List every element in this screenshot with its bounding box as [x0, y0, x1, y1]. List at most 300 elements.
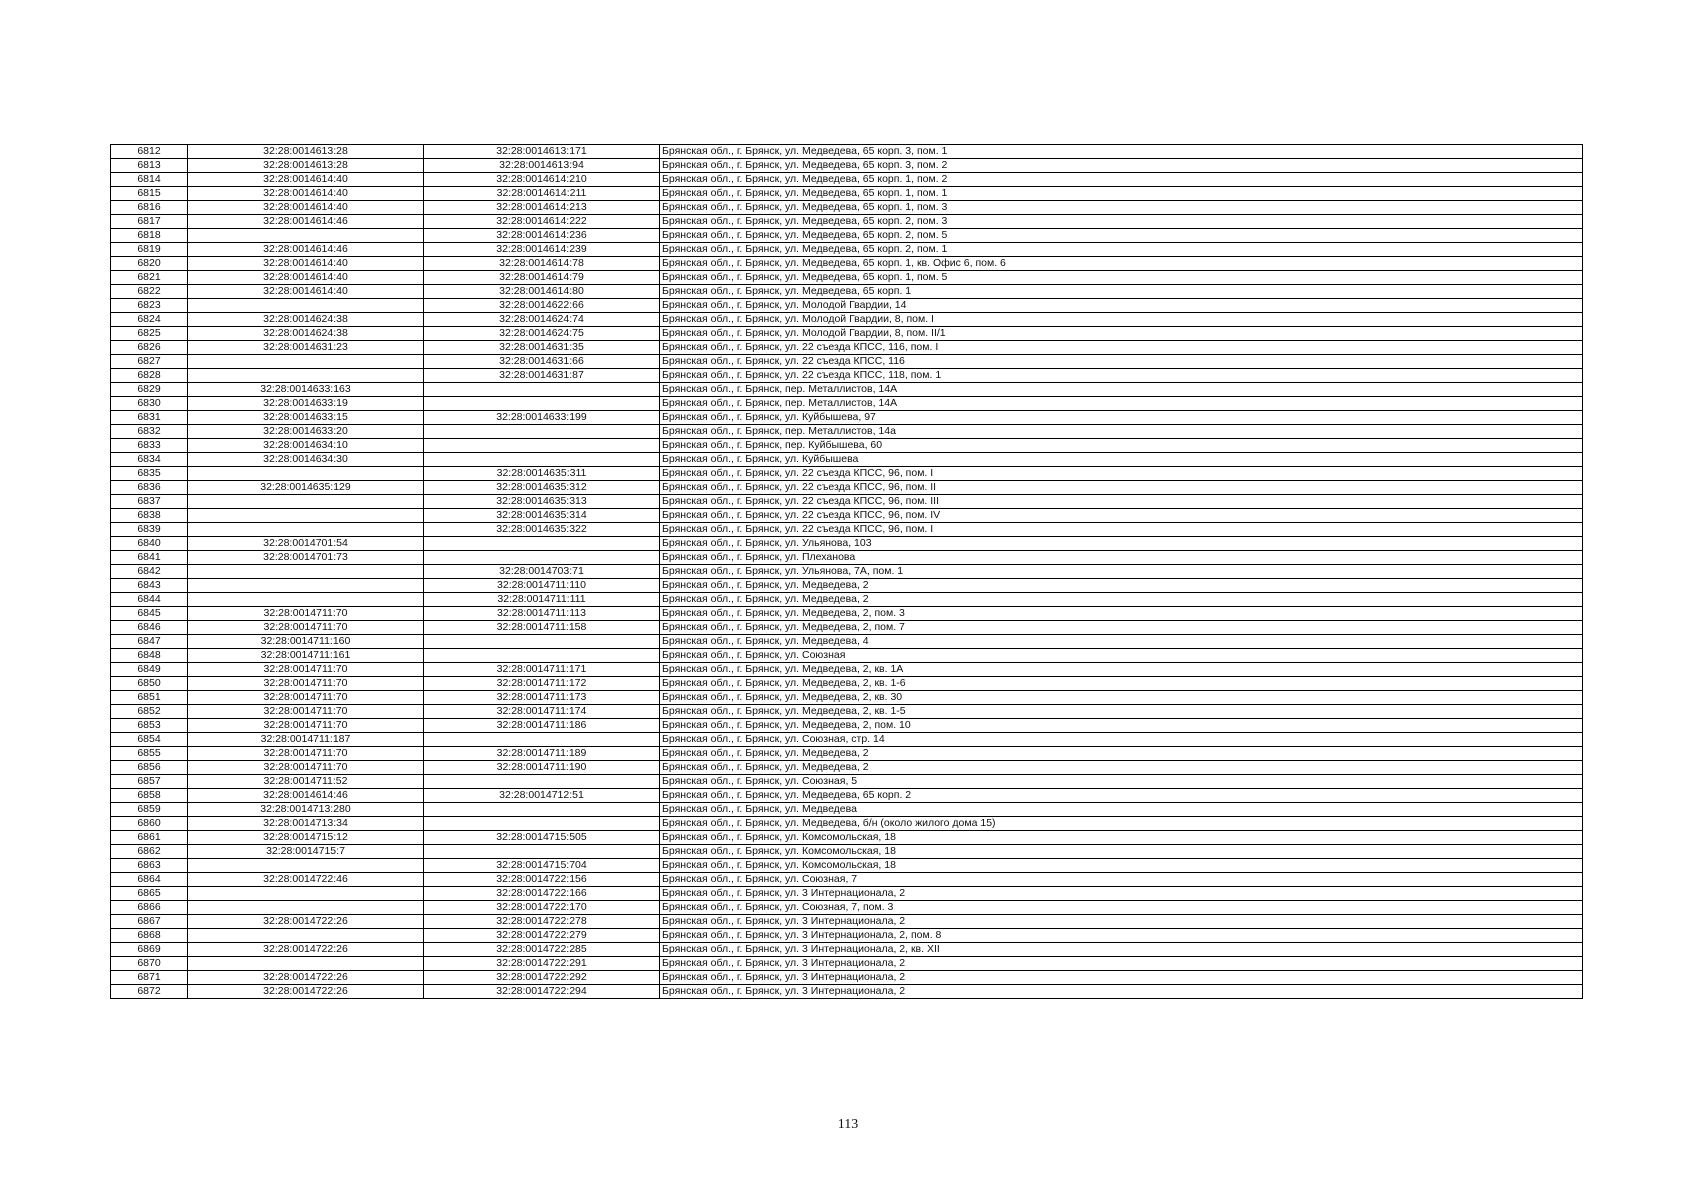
- table-row: [111, 719, 1583, 733]
- cadastral-building-cell: 32:28:0014633:163: [188, 383, 424, 397]
- address-cell: Брянская обл., г. Брянск, ул. 22 съезда КПСС, 96, пом. I: [660, 523, 1583, 537]
- page-number: 113: [837, 1117, 859, 1132]
- row-number-cell: 6863: [111, 859, 188, 873]
- cadastral-premise-cell: [424, 775, 660, 789]
- row-number-cell: 6866: [111, 901, 188, 915]
- cadastral-building-cell: 32:28:0014711:187: [188, 733, 424, 747]
- cadastral-building-cell: [188, 299, 424, 313]
- registry-table: [110, 144, 1583, 999]
- cadastral-premise-cell: [424, 537, 660, 551]
- cadastral-building-cell: 32:28:0014711:70: [188, 761, 424, 775]
- address-cell: Брянская обл., г. Брянск, ул. Медведева, 65 корп. 1, кв. Офис 6, пом. 6: [660, 257, 1583, 271]
- cadastral-building-cell: 32:28:0014633:19: [188, 397, 424, 411]
- cadastral-premise-cell: 32:28:0014722:166: [424, 887, 660, 901]
- row-number-cell: 6840: [111, 537, 188, 551]
- cadastral-premise-cell: 32:28:0014624:75: [424, 327, 660, 341]
- cadastral-building-cell: 32:28:0014614:46: [188, 243, 424, 257]
- address-cell: Брянская обл., г. Брянск, ул. Куйбышева: [660, 453, 1583, 467]
- table-row: [111, 383, 1583, 397]
- address-cell: Брянская обл., г. Брянск, ул. Союзная, 7, пом. 3: [660, 901, 1583, 915]
- cadastral-premise-cell: 32:28:0014614:78: [424, 257, 660, 271]
- cadastral-premise-cell: 32:28:0014711:186: [424, 719, 660, 733]
- address-cell: Брянская обл., г. Брянск, ул. Медведева, 65 корп. 1, пом. 5: [660, 271, 1583, 285]
- cadastral-premise-cell: [424, 439, 660, 453]
- cadastral-building-cell: 32:28:0014722:26: [188, 915, 424, 929]
- table-row: [111, 803, 1583, 817]
- row-number-cell: 6871: [111, 971, 188, 985]
- address-cell: Брянская обл., г. Брянск, ул. Медведева, 65 корп. 2: [660, 789, 1583, 803]
- table-row: [111, 607, 1583, 621]
- table-row: [111, 621, 1583, 635]
- row-number-cell: 6862: [111, 845, 188, 859]
- address-cell: Брянская обл., г. Брянск, ул. Медведева, 2, кв. 1-5: [660, 705, 1583, 719]
- address-cell: Брянская обл., г. Брянск, ул. Ульянова, 7А, пом. 1: [660, 565, 1583, 579]
- table-row: [111, 481, 1583, 495]
- address-cell: Брянская обл., г. Брянск, ул. 22 съезда КПСС, 96, пом. I: [660, 467, 1583, 481]
- cadastral-premise-cell: 32:28:0014715:704: [424, 859, 660, 873]
- table-row: [111, 943, 1583, 957]
- table-row: [111, 369, 1583, 383]
- cadastral-building-cell: 32:28:0014715:7: [188, 845, 424, 859]
- cadastral-building-cell: 32:28:0014614:40: [188, 201, 424, 215]
- table-row: [111, 579, 1583, 593]
- cadastral-building-cell: [188, 593, 424, 607]
- cadastral-building-cell: 32:28:0014624:38: [188, 313, 424, 327]
- address-cell: Брянская обл., г. Брянск, ул. 3 Интернационала, 2: [660, 915, 1583, 929]
- table-row: [111, 985, 1583, 999]
- row-number-cell: 6819: [111, 243, 188, 257]
- table-row: [111, 873, 1583, 887]
- cadastral-building-cell: [188, 957, 424, 971]
- row-number-cell: 6861: [111, 831, 188, 845]
- table-row: [111, 285, 1583, 299]
- address-cell: Брянская обл., г. Брянск, пер. Металлистов, 14А: [660, 397, 1583, 411]
- cadastral-building-cell: 32:28:0014633:20: [188, 425, 424, 439]
- table-row: [111, 495, 1583, 509]
- address-cell: Брянская обл., г. Брянск, ул. Комсомольская, 18: [660, 845, 1583, 859]
- cadastral-premise-cell: 32:28:0014715:505: [424, 831, 660, 845]
- row-number-cell: 6825: [111, 327, 188, 341]
- address-cell: Брянская обл., г. Брянск, ул. Медведева, 2: [660, 593, 1583, 607]
- address-cell: Брянская обл., г. Брянск, ул. 3 Интернационала, 2: [660, 971, 1583, 985]
- table-row: [111, 663, 1583, 677]
- cadastral-building-cell: 32:28:0014613:28: [188, 145, 424, 159]
- cadastral-building-cell: 32:28:0014711:70: [188, 719, 424, 733]
- address-cell: Брянская обл., г. Брянск, ул. Медведева, 65 корп. 1, пом. 3: [660, 201, 1583, 215]
- row-number-cell: 6812: [111, 145, 188, 159]
- row-number-cell: 6844: [111, 593, 188, 607]
- cadastral-premise-cell: 32:28:0014711:190: [424, 761, 660, 775]
- row-number-cell: 6849: [111, 663, 188, 677]
- row-number-cell: 6834: [111, 453, 188, 467]
- row-number-cell: 6815: [111, 187, 188, 201]
- address-cell: Брянская обл., г. Брянск, ул. Медведева, 65 корп. 3, пом. 2: [660, 159, 1583, 173]
- address-cell: Брянская обл., г. Брянск, ул. 3 Интернационала, 2, пом. 8: [660, 929, 1583, 943]
- cadastral-premise-cell: 32:28:0014703:71: [424, 565, 660, 579]
- cadastral-premise-cell: 32:28:0014624:74: [424, 313, 660, 327]
- row-number-cell: 6851: [111, 691, 188, 705]
- cadastral-building-cell: [188, 229, 424, 243]
- cadastral-premise-cell: 32:28:0014722:285: [424, 943, 660, 957]
- row-number-cell: 6865: [111, 887, 188, 901]
- cadastral-building-cell: [188, 495, 424, 509]
- row-number-cell: 6826: [111, 341, 188, 355]
- row-number-cell: 6814: [111, 173, 188, 187]
- cadastral-premise-cell: 32:28:0014722:278: [424, 915, 660, 929]
- table-row: [111, 201, 1583, 215]
- row-number-cell: 6864: [111, 873, 188, 887]
- address-cell: Брянская обл., г. Брянск, ул. 22 съезда КПСС, 96, пом. II: [660, 481, 1583, 495]
- cadastral-building-cell: 32:28:0014624:38: [188, 327, 424, 341]
- cadastral-premise-cell: 32:28:0014711:173: [424, 691, 660, 705]
- table-row: [111, 747, 1583, 761]
- address-cell: Брянская обл., г. Брянск, ул. Медведева, 65 корп. 2, пом. 3: [660, 215, 1583, 229]
- cadastral-premise-cell: 32:28:0014711:158: [424, 621, 660, 635]
- cadastral-building-cell: 32:28:0014614:46: [188, 789, 424, 803]
- table-row: [111, 271, 1583, 285]
- cadastral-premise-cell: [424, 817, 660, 831]
- row-number-cell: 6827: [111, 355, 188, 369]
- address-cell: Брянская обл., г. Брянск, ул. 3 Интернационала, 2: [660, 957, 1583, 971]
- row-number-cell: 6872: [111, 985, 188, 999]
- table-row: [111, 537, 1583, 551]
- cadastral-building-cell: [188, 859, 424, 873]
- cadastral-premise-cell: 32:28:0014631:35: [424, 341, 660, 355]
- table-row: [111, 327, 1583, 341]
- cadastral-premise-cell: [424, 649, 660, 663]
- address-cell: Брянская обл., г. Брянск, ул. Комсомольская, 18: [660, 859, 1583, 873]
- cadastral-building-cell: [188, 369, 424, 383]
- cadastral-building-cell: 32:28:0014711:70: [188, 747, 424, 761]
- address-cell: Брянская обл., г. Брянск, ул. 3 Интернационала, 2: [660, 887, 1583, 901]
- table-row: [111, 691, 1583, 705]
- row-number-cell: 6833: [111, 439, 188, 453]
- row-number-cell: 6821: [111, 271, 188, 285]
- cadastral-building-cell: 32:28:0014614:40: [188, 257, 424, 271]
- cadastral-building-cell: [188, 579, 424, 593]
- cadastral-premise-cell: [424, 733, 660, 747]
- cadastral-premise-cell: 32:28:0014613:94: [424, 159, 660, 173]
- table-row: [111, 243, 1583, 257]
- table-row: [111, 929, 1583, 943]
- cadastral-premise-cell: [424, 453, 660, 467]
- cadastral-building-cell: 32:28:0014711:70: [188, 705, 424, 719]
- cadastral-building-cell: 32:28:0014614:40: [188, 285, 424, 299]
- address-cell: Брянская обл., г. Брянск, ул. Куйбышева, 97: [660, 411, 1583, 425]
- cadastral-premise-cell: 32:28:0014613:171: [424, 145, 660, 159]
- cadastral-premise-cell: 32:28:0014712:51: [424, 789, 660, 803]
- address-cell: Брянская обл., г. Брянск, ул. Медведева, 2, пом. 3: [660, 607, 1583, 621]
- row-number-cell: 6868: [111, 929, 188, 943]
- cadastral-building-cell: 32:28:0014711:161: [188, 649, 424, 663]
- address-cell: Брянская обл., г. Брянск, пер. Металлистов, 14а: [660, 425, 1583, 439]
- cadastral-building-cell: 32:28:0014711:52: [188, 775, 424, 789]
- cadastral-building-cell: 32:28:0014614:46: [188, 215, 424, 229]
- table-row: [111, 733, 1583, 747]
- cadastral-building-cell: 32:28:0014711:70: [188, 691, 424, 705]
- row-number-cell: 6842: [111, 565, 188, 579]
- address-cell: Брянская обл., г. Брянск, ул. Медведева, 2, кв. 1-6: [660, 677, 1583, 691]
- row-number-cell: 6838: [111, 509, 188, 523]
- cadastral-building-cell: 32:28:0014634:30: [188, 453, 424, 467]
- cadastral-building-cell: 32:28:0014722:26: [188, 943, 424, 957]
- cadastral-building-cell: [188, 467, 424, 481]
- table-row: [111, 355, 1583, 369]
- address-cell: Брянская обл., г. Брянск, пер. Куйбышева, 60: [660, 439, 1583, 453]
- cadastral-building-cell: 32:28:0014614:40: [188, 173, 424, 187]
- address-cell: Брянская обл., г. Брянск, ул. Медведева, 2, пом. 10: [660, 719, 1583, 733]
- cadastral-premise-cell: 32:28:0014614:210: [424, 173, 660, 187]
- cadastral-building-cell: [188, 929, 424, 943]
- cadastral-premise-cell: [424, 635, 660, 649]
- row-number-cell: 6817: [111, 215, 188, 229]
- row-number-cell: 6870: [111, 957, 188, 971]
- cadastral-building-cell: 32:28:0014631:23: [188, 341, 424, 355]
- address-cell: Брянская обл., г. Брянск, пер. Металлистов, 14А: [660, 383, 1583, 397]
- cadastral-premise-cell: 32:28:0014711:111: [424, 593, 660, 607]
- row-number-cell: 6843: [111, 579, 188, 593]
- address-cell: Брянская обл., г. Брянск, ул. 3 Интернационала, 2, кв. XII: [660, 943, 1583, 957]
- table-row: [111, 845, 1583, 859]
- address-cell: Брянская обл., г. Брянск, ул. Молодой Гвардии, 8, пом. II/1: [660, 327, 1583, 341]
- address-cell: Брянская обл., г. Брянск, ул. Медведева, 65 корп. 2, пом. 5: [660, 229, 1583, 243]
- cadastral-building-cell: 32:28:0014711:70: [188, 677, 424, 691]
- address-cell: Брянская обл., г. Брянск, ул. 22 съезда КПСС, 96, пом. IV: [660, 509, 1583, 523]
- table-row: [111, 229, 1583, 243]
- cadastral-premise-cell: 32:28:0014722:156: [424, 873, 660, 887]
- cadastral-premise-cell: 32:28:0014635:311: [424, 467, 660, 481]
- cadastral-premise-cell: 32:28:0014614:236: [424, 229, 660, 243]
- row-number-cell: 6852: [111, 705, 188, 719]
- address-cell: Брянская обл., г. Брянск, ул. Союзная: [660, 649, 1583, 663]
- table-row: [111, 901, 1583, 915]
- cadastral-premise-cell: 32:28:0014722:292: [424, 971, 660, 985]
- cadastral-premise-cell: 32:28:0014633:199: [424, 411, 660, 425]
- table-row: [111, 257, 1583, 271]
- address-cell: Брянская обл., г. Брянск, ул. Медведева: [660, 803, 1583, 817]
- cadastral-premise-cell: 32:28:0014635:313: [424, 495, 660, 509]
- address-cell: Брянская обл., г. Брянск, ул. 22 съезда КПСС, 116, пом. I: [660, 341, 1583, 355]
- row-number-cell: 6859: [111, 803, 188, 817]
- cadastral-premise-cell: 32:28:0014635:322: [424, 523, 660, 537]
- row-number-cell: 6856: [111, 761, 188, 775]
- address-cell: Брянская обл., г. Брянск, ул. 22 съезда КПСС, 118, пом. 1: [660, 369, 1583, 383]
- cadastral-premise-cell: 32:28:0014635:312: [424, 481, 660, 495]
- table-row: [111, 635, 1583, 649]
- row-number-cell: 6858: [111, 789, 188, 803]
- cadastral-premise-cell: 32:28:0014711:171: [424, 663, 660, 677]
- row-number-cell: 6854: [111, 733, 188, 747]
- cadastral-building-cell: [188, 355, 424, 369]
- table-row: [111, 593, 1583, 607]
- address-cell: Брянская обл., г. Брянск, ул. 3 Интернационала, 2: [660, 985, 1583, 999]
- table-row: [111, 649, 1583, 663]
- cadastral-building-cell: [188, 901, 424, 915]
- table-row: [111, 677, 1583, 691]
- cadastral-premise-cell: 32:28:0014631:66: [424, 355, 660, 369]
- table-row: [111, 173, 1583, 187]
- cadastral-building-cell: 32:28:0014711:160: [188, 635, 424, 649]
- address-cell: Брянская обл., г. Брянск, ул. Медведева, 2, пом. 7: [660, 621, 1583, 635]
- address-cell: Брянская обл., г. Брянск, ул. Медведева, 2: [660, 747, 1583, 761]
- address-cell: Брянская обл., г. Брянск, ул. Медведева, 65 корп. 1: [660, 285, 1583, 299]
- table-row: [111, 453, 1583, 467]
- address-cell: Брянская обл., г. Брянск, ул. Медведева, б/н (около жилого дома 15): [660, 817, 1583, 831]
- table-row: [111, 145, 1583, 159]
- row-number-cell: 6853: [111, 719, 188, 733]
- address-cell: Брянская обл., г. Брянск, ул. Медведева, 2, кв. 30: [660, 691, 1583, 705]
- address-cell: Брянская обл., г. Брянск, ул. Медведева, 2, кв. 1А: [660, 663, 1583, 677]
- cadastral-premise-cell: [424, 551, 660, 565]
- table-row: [111, 957, 1583, 971]
- table-row: [111, 831, 1583, 845]
- cadastral-premise-cell: 32:28:0014722:291: [424, 957, 660, 971]
- row-number-cell: 6822: [111, 285, 188, 299]
- row-number-cell: 6846: [111, 621, 188, 635]
- row-number-cell: 6831: [111, 411, 188, 425]
- cadastral-premise-cell: [424, 383, 660, 397]
- table-row: [111, 817, 1583, 831]
- table-row: [111, 523, 1583, 537]
- cadastral-building-cell: 32:28:0014701:73: [188, 551, 424, 565]
- cadastral-building-cell: 32:28:0014633:15: [188, 411, 424, 425]
- cadastral-building-cell: 32:28:0014614:40: [188, 271, 424, 285]
- cadastral-premise-cell: [424, 397, 660, 411]
- address-cell: Брянская обл., г. Брянск, ул. Медведева, 65 корп. 1, пом. 2: [660, 173, 1583, 187]
- cadastral-premise-cell: 32:28:0014722:294: [424, 985, 660, 999]
- row-number-cell: 6841: [111, 551, 188, 565]
- cadastral-building-cell: 32:28:0014722:46: [188, 873, 424, 887]
- table-row: [111, 887, 1583, 901]
- cadastral-premise-cell: 32:28:0014635:314: [424, 509, 660, 523]
- row-number-cell: 6824: [111, 313, 188, 327]
- row-number-cell: 6830: [111, 397, 188, 411]
- cadastral-building-cell: [188, 565, 424, 579]
- cadastral-premise-cell: 32:28:0014614:239: [424, 243, 660, 257]
- table-row: [111, 775, 1583, 789]
- cadastral-premise-cell: 32:28:0014614:222: [424, 215, 660, 229]
- row-number-cell: 6847: [111, 635, 188, 649]
- cadastral-premise-cell: [424, 803, 660, 817]
- table-row: [111, 509, 1583, 523]
- cadastral-building-cell: 32:28:0014613:28: [188, 159, 424, 173]
- row-number-cell: 6832: [111, 425, 188, 439]
- cadastral-premise-cell: 32:28:0014614:211: [424, 187, 660, 201]
- cadastral-building-cell: 32:28:0014715:12: [188, 831, 424, 845]
- table-row: [111, 341, 1583, 355]
- address-cell: Брянская обл., г. Брянск, ул. Медведева, 2: [660, 579, 1583, 593]
- cadastral-premise-cell: 32:28:0014614:80: [424, 285, 660, 299]
- row-number-cell: 6813: [111, 159, 188, 173]
- row-number-cell: 6867: [111, 915, 188, 929]
- row-number-cell: 6857: [111, 775, 188, 789]
- table-row: [111, 565, 1583, 579]
- cadastral-premise-cell: 32:28:0014631:87: [424, 369, 660, 383]
- cadastral-building-cell: [188, 523, 424, 537]
- table-row: [111, 299, 1583, 313]
- cadastral-premise-cell: 32:28:0014722:170: [424, 901, 660, 915]
- table-row: [111, 411, 1583, 425]
- cadastral-premise-cell: [424, 425, 660, 439]
- cadastral-building-cell: 32:28:0014701:54: [188, 537, 424, 551]
- address-cell: Брянская обл., г. Брянск, ул. 22 съезда КПСС, 116: [660, 355, 1583, 369]
- row-number-cell: 6855: [111, 747, 188, 761]
- cadastral-building-cell: 32:28:0014722:26: [188, 985, 424, 999]
- row-number-cell: 6816: [111, 201, 188, 215]
- row-number-cell: 6869: [111, 943, 188, 957]
- table-row: [111, 313, 1583, 327]
- cadastral-premise-cell: 32:28:0014711:113: [424, 607, 660, 621]
- table-row: [111, 761, 1583, 775]
- row-number-cell: 6839: [111, 523, 188, 537]
- row-number-cell: 6860: [111, 817, 188, 831]
- address-cell: Брянская обл., г. Брянск, ул. Союзная, 5: [660, 775, 1583, 789]
- table-row: [111, 705, 1583, 719]
- table-row: [111, 971, 1583, 985]
- address-cell: Брянская обл., г. Брянск, ул. Комсомольская, 18: [660, 831, 1583, 845]
- cadastral-premise-cell: 32:28:0014711:174: [424, 705, 660, 719]
- address-cell: Брянская обл., г. Брянск, ул. Ульянова, 103: [660, 537, 1583, 551]
- cadastral-building-cell: [188, 887, 424, 901]
- address-cell: Брянская обл., г. Брянск, ул. 22 съезда КПСС, 96, пом. III: [660, 495, 1583, 509]
- row-number-cell: 6837: [111, 495, 188, 509]
- row-number-cell: 6820: [111, 257, 188, 271]
- row-number-cell: 6836: [111, 481, 188, 495]
- cadastral-premise-cell: 32:28:0014711:110: [424, 579, 660, 593]
- table-row: [111, 439, 1583, 453]
- address-cell: Брянская обл., г. Брянск, ул. Плеханова: [660, 551, 1583, 565]
- cadastral-premise-cell: [424, 845, 660, 859]
- address-cell: Брянская обл., г. Брянск, ул. Союзная, 7: [660, 873, 1583, 887]
- cadastral-building-cell: 32:28:0014722:26: [188, 971, 424, 985]
- cadastral-building-cell: 32:28:0014614:40: [188, 187, 424, 201]
- cadastral-building-cell: 32:28:0014713:34: [188, 817, 424, 831]
- address-cell: Брянская обл., г. Брянск, ул. Медведева, 65 корп. 1, пом. 1: [660, 187, 1583, 201]
- cadastral-premise-cell: 32:28:0014711:189: [424, 747, 660, 761]
- cadastral-premise-cell: 32:28:0014722:279: [424, 929, 660, 943]
- row-number-cell: 6829: [111, 383, 188, 397]
- cadastral-building-cell: 32:28:0014711:70: [188, 663, 424, 677]
- row-number-cell: 6835: [111, 467, 188, 481]
- address-cell: Брянская обл., г. Брянск, ул. Молодой Гвардии, 8, пом. I: [660, 313, 1583, 327]
- cadastral-premise-cell: 32:28:0014614:79: [424, 271, 660, 285]
- table-row: [111, 159, 1583, 173]
- row-number-cell: 6823: [111, 299, 188, 313]
- row-number-cell: 6848: [111, 649, 188, 663]
- row-number-cell: 6828: [111, 369, 188, 383]
- row-number-cell: 6850: [111, 677, 188, 691]
- address-cell: Брянская обл., г. Брянск, ул. Медведева, 65 корп. 2, пом. 1: [660, 243, 1583, 257]
- cadastral-building-cell: 32:28:0014711:70: [188, 621, 424, 635]
- cadastral-premise-cell: 32:28:0014711:172: [424, 677, 660, 691]
- address-cell: Брянская обл., г. Брянск, ул. Союзная, стр. 14: [660, 733, 1583, 747]
- table-row: [111, 551, 1583, 565]
- address-cell: Брянская обл., г. Брянск, ул. Молодой Гвардии, 14: [660, 299, 1583, 313]
- cadastral-building-cell: 32:28:0014711:70: [188, 607, 424, 621]
- row-number-cell: 6845: [111, 607, 188, 621]
- cadastral-premise-cell: 32:28:0014622:66: [424, 299, 660, 313]
- cadastral-building-cell: 32:28:0014634:10: [188, 439, 424, 453]
- registry-table-body: [111, 145, 1583, 999]
- address-cell: Брянская обл., г. Брянск, ул. Медведева, 65 корп. 3, пом. 1: [660, 145, 1583, 159]
- cadastral-building-cell: [188, 509, 424, 523]
- table-row: [111, 467, 1583, 481]
- address-cell: Брянская обл., г. Брянск, ул. Медведева, 2: [660, 761, 1583, 775]
- row-number-cell: 6818: [111, 229, 188, 243]
- table-row: [111, 915, 1583, 929]
- table-row: [111, 215, 1583, 229]
- table-row: [111, 397, 1583, 411]
